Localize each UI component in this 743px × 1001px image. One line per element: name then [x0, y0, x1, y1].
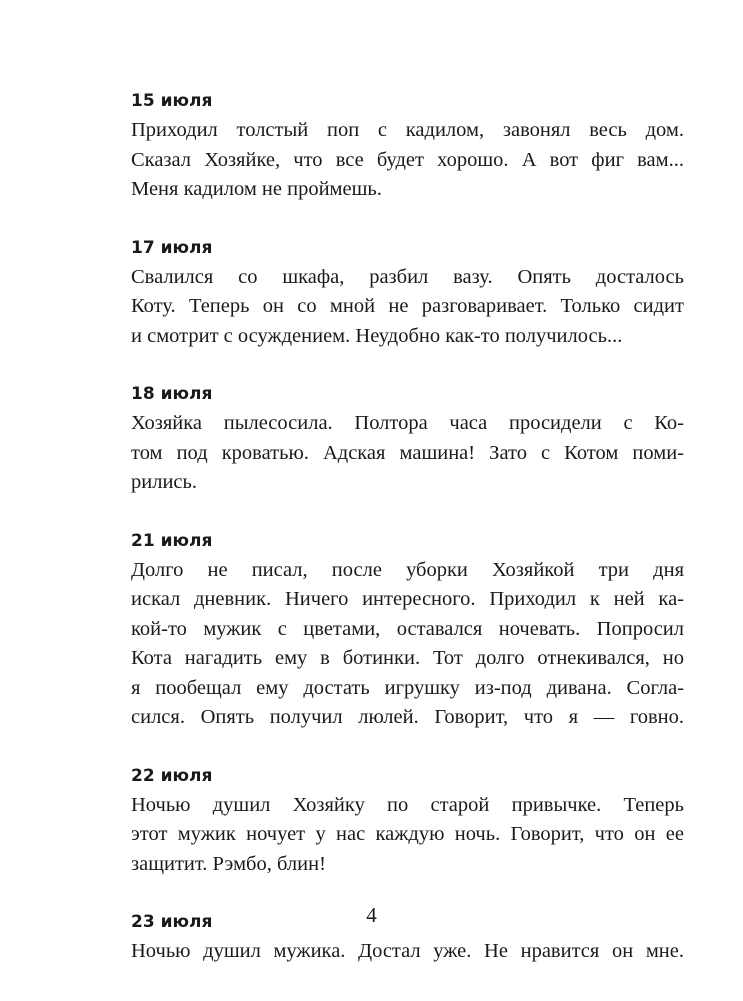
entry-date: 15 июля — [131, 91, 213, 111]
text-line: Ночью душил Хозяйку по старой привычке. Теперь — [131, 793, 684, 816]
text-line: Меня кадилом не проймешь. — [131, 178, 382, 200]
diary-entry — [131, 763, 684, 880]
entry-date: 21 июля — [131, 530, 213, 551]
entry-date: 18 июля — [131, 384, 213, 404]
diary-entry — [131, 381, 684, 498]
diary-entry — [131, 88, 684, 205]
text-line: Кота нагадить ему в ботинки. Тот долго отнекивался, но — [131, 647, 684, 669]
entry-text — [131, 791, 684, 880]
text-line: том под кроватью. Адская машина! Зато с Котом поми- — [131, 441, 684, 464]
text-line: я пообещал ему достать игрушку из-под дивана. Согла- — [131, 676, 684, 699]
entry-date: 17 июля — [131, 237, 213, 258]
text-line: Сказал Хозяйке, что все будет хорошо. А вот фиг вам... — [131, 148, 684, 171]
text-line: Хозяйка пылесосила. Полтора часа просидели с Ко- — [131, 412, 684, 434]
entry-date: 23 июля — [131, 912, 213, 932]
diary-entry — [131, 528, 684, 733]
text-line: Свалился со шкафа, разбил вазу. Опять досталось — [131, 265, 684, 288]
text-line: искал дневник. Ничего интересного. Приходил к ней ка- — [131, 588, 684, 610]
text-line: Коту. Теперь он со мной не разговаривает. Только сидит — [131, 295, 684, 317]
text-line: Ночью душил мужика. Достал уже. Не нравится он мне. — [131, 940, 684, 962]
text-line: этот мужик ночует у нас каждую ночь. Говорит, что он ее — [131, 823, 684, 845]
text-line: защитит. Рэмбо, блин! — [131, 852, 326, 875]
page-number: 4 — [366, 903, 377, 927]
entry-text — [131, 409, 684, 498]
entry-text — [131, 937, 684, 967]
diary-entries — [131, 88, 684, 997]
entry-text — [131, 556, 684, 733]
text-line: Приходил толстый поп с кадилом, завонял весь дом. — [131, 119, 684, 141]
diary-entry — [131, 235, 684, 352]
text-line: Долго не писал, после уборки Хозяйкой три дня — [131, 558, 684, 581]
text-line: рились. — [131, 471, 197, 493]
text-line: и смотрит с осуждением. Неудобно как-то получилось... — [131, 324, 623, 347]
entry-text — [131, 116, 684, 205]
text-line: кой-то мужик с цветами, оставался ночевать. Попросил — [131, 617, 684, 640]
entry-text — [131, 263, 684, 352]
entry-date: 22 июля — [131, 765, 213, 786]
text-line: сился. Опять получил люлей. Говорит, что я — говно. — [131, 706, 684, 728]
